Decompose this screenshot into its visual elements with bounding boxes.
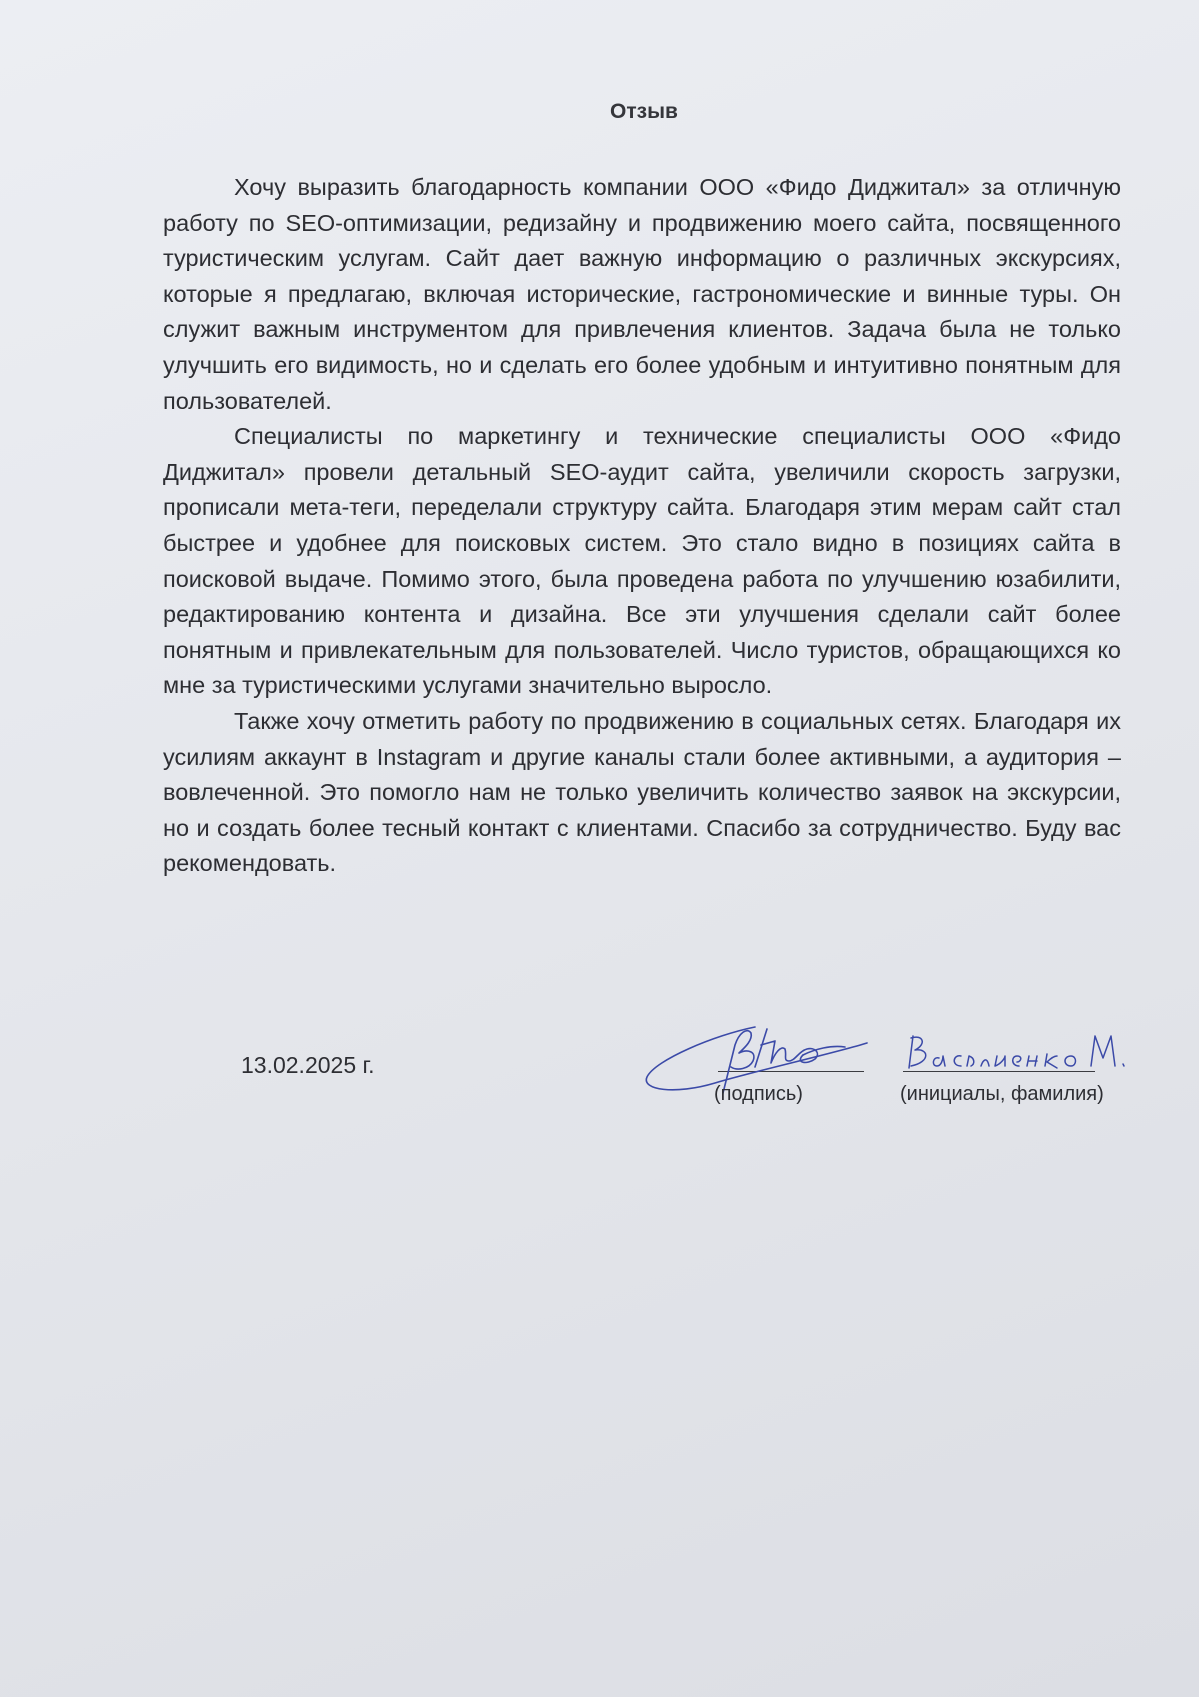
paragraph-2: Специалисты по маркетингу и технические специалисты ООО «Фидо Диджитал» провели детальный SEO-аудит сайта, увеличили скорость загрузки, прописали мета-теги, переделали структуру сайта. Благодаря этим мерам сайт стал быстрее и удобнее для поисковых систем. Это стало видно в позициях сайта в поисковой выдаче. Помимо этого, была проведена работа по улучшению юзабилити, редактированию контента и дизайна. Все эти улучшения сделали сайт более понятным и привлекательным для пользователей. Число туристов, обращающихся ко мне за туристическими услугами значительно выросло. — [163, 423, 1121, 699]
paragraph-3: Также хочу отметить работу по продвижению в социальных сетях. Благодаря их усилиям аккаунт в Instagram и другие каналы стали более активными, а аудитория – вовлеченной. Это помогло нам не только увеличить количество заявок на экскурсии, но и создать более тесный контакт с клиентами. Спасибо за сотрудничество. Буду вас рекомендовать. — [163, 707, 1121, 877]
name-caption: (инициалы, фамилия) — [900, 1083, 1104, 1105]
paragraph-1: Хочу выразить благодарность компании ООО «Фидо Диджитал» за отличную работу по SEO-оптимизации, редизайну и продвижению моего сайта, посвященного туристическим услугам. Сайт дает важную информацию о различных экскурсиях, которые я предлагаю, включая исторические, гастрономические и винные туры. Он служит важным инструментом для привлечения клиентов. Задача была не только улучшить его видимость, но и сделать его более удобным и интуитивно понятным для пользователей. — [163, 174, 1121, 414]
signature-caption: (подпись) — [714, 1083, 803, 1105]
document-date: 13.02.2025 г. — [241, 1052, 375, 1078]
document-title: Отзыв — [610, 100, 678, 123]
document-body — [163, 170, 1121, 882]
handwritten-name-script — [905, 1028, 1135, 1080]
